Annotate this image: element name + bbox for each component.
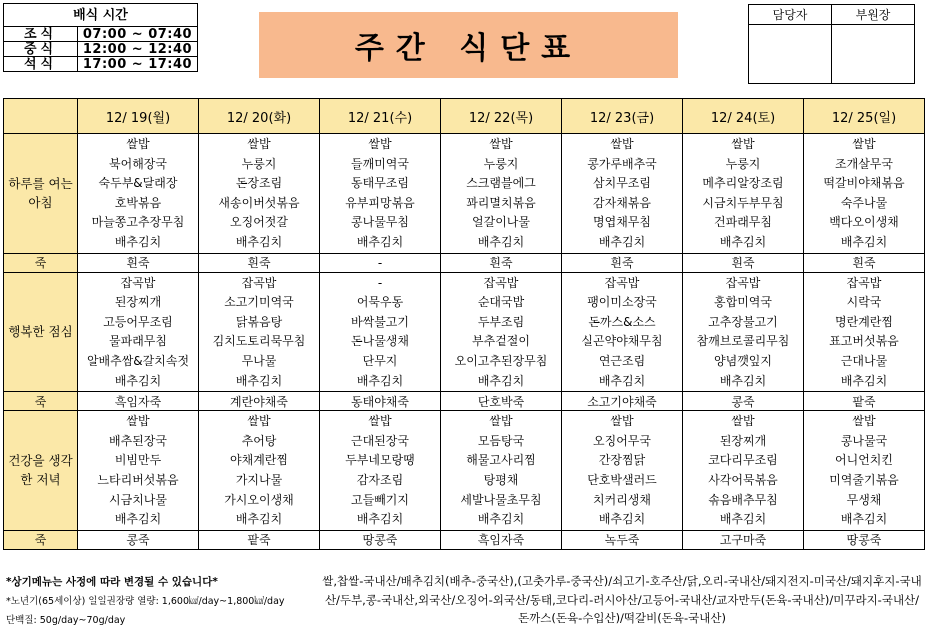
meal-cell: [320, 411, 441, 531]
menu-item: 배추김치: [598, 512, 646, 527]
menu-item: 연근조림: [598, 353, 646, 368]
menu-item: 어니언치킨: [835, 453, 893, 468]
menu-item: 명란계란찜: [835, 314, 893, 329]
menu-item: 모듬탕국: [477, 433, 525, 448]
approval-director-label: 부원장: [832, 5, 915, 25]
menu-item: 시금치나물: [109, 492, 167, 507]
menu-item: 잡곡밥: [483, 275, 519, 290]
menu-item: 오징어무국: [593, 433, 651, 448]
menu-item: 호박볶음: [114, 195, 162, 210]
approval-manager-label: 담당자: [749, 5, 832, 25]
menu-item: 배추김치: [840, 512, 888, 527]
day-header: 12/ 25(일): [804, 99, 925, 134]
menu-item: 무생채: [846, 492, 882, 507]
meal-cell: [804, 134, 925, 254]
meal-cell: [804, 411, 925, 531]
meal-cell: [683, 411, 804, 531]
meal-cell: [320, 272, 441, 392]
meal-cell: [78, 134, 199, 254]
menu-item: 무나물: [241, 353, 277, 368]
menu-item: 쌀밥: [126, 414, 150, 429]
menu-item: 홍합미역국: [714, 295, 772, 310]
meal-cell: [683, 272, 804, 392]
menu-item: 느타리버섯볶음: [97, 472, 179, 487]
menu-item: 백다오이생채: [829, 215, 899, 230]
menu-item: 스크램블에그: [466, 176, 536, 191]
menu-item: 야채계란찜: [230, 453, 288, 468]
menu-item: 쌀밥: [731, 414, 755, 429]
menu-item: 배추김치: [477, 512, 525, 527]
menu-item: 고추장불고기: [708, 314, 778, 329]
menu-item: 얼갈이나물: [472, 215, 530, 230]
menu-item: 닭볶음탕: [235, 314, 283, 329]
juk-cell: 계란야채죽: [199, 392, 320, 411]
menu-item: 잡곡밥: [725, 275, 761, 290]
juk-cell: 콩죽: [78, 530, 199, 549]
menu-item: 누룽지: [725, 156, 761, 171]
meal-cell: [683, 134, 804, 254]
meal-cell: [78, 272, 199, 392]
menu-item: 된장찌개: [114, 295, 162, 310]
menu-item: 쌀밥: [368, 137, 392, 151]
menu-item: 물파래무침: [109, 334, 167, 349]
menu-item: 소고기미역국: [224, 295, 294, 310]
meal-cell: [441, 134, 562, 254]
menu-item: 간장찜닭: [598, 453, 646, 468]
juk-cell: 흑임자죽: [441, 530, 562, 549]
menu-item: 고들빼기지: [351, 492, 409, 507]
menu-item: 순대국밥: [477, 295, 525, 310]
dinner-label: 석식: [4, 57, 78, 72]
menu-item: 실곤약야채무침: [581, 334, 663, 349]
approval-director-sign: [832, 25, 915, 84]
menu-item: 시락국: [846, 295, 882, 310]
juk-cell: 단호박죽: [441, 392, 562, 411]
menu-item: -: [377, 275, 383, 290]
meal-label: 건강을 생각한 저녁: [4, 411, 78, 531]
juk-cell: 고구마죽: [683, 530, 804, 549]
menu-item: 쌀밥: [247, 137, 271, 151]
menu-item: 누룽지: [241, 156, 277, 171]
menu-item: 배추김치: [477, 373, 525, 388]
menu-item: 탕평채: [483, 472, 519, 487]
serving-times-header: 배식 시간: [4, 4, 198, 27]
juk-cell: -: [320, 253, 441, 272]
menu-item: 쌀밥: [126, 137, 150, 151]
menu-item: 들깨미역국: [351, 156, 409, 171]
meal-cell: [441, 272, 562, 392]
menu-item: 시금치두부무침: [702, 195, 784, 210]
menu-item: 잡곡밥: [846, 275, 882, 290]
energy-note: *노년기(65세이상) 일일권장량 열량: 1,600㎉/day~1,800㎉/day: [6, 596, 285, 607]
meal-cell: [199, 134, 320, 254]
menu-item: 참깨브로콜리무침: [696, 334, 790, 349]
menu-item: 건파래무침: [714, 215, 772, 230]
meal-cell: [562, 411, 683, 531]
menu-item: 배추김치: [598, 373, 646, 388]
change-notice: *상기메뉴는 사정에 따라 변경될 수 있습니다*: [6, 576, 218, 588]
menu-item: 쌀밥: [610, 414, 634, 429]
breakfast-time: 07:00 ~ 07:40: [78, 27, 198, 42]
menu-item: 단무지: [362, 353, 398, 368]
meal-label: 하루를 여는 아침: [4, 134, 78, 254]
menu-item: 비빔만두: [114, 453, 162, 468]
notes-block: [6, 573, 326, 630]
juk-cell: 흰죽: [804, 253, 925, 272]
juk-cell: 흰죽: [78, 253, 199, 272]
menu-item: 양념깻잎지: [714, 353, 772, 368]
menu-item: 북어해장국: [109, 156, 167, 171]
menu-item: 배추김치: [477, 234, 525, 249]
juk-cell: 땅콩죽: [320, 530, 441, 549]
menu-item: 부추겉절이: [472, 334, 530, 349]
menu-item: 쌀밥: [852, 137, 876, 151]
menu-item: 코다리무조림: [708, 453, 778, 468]
menu-item: 숙두부&달래장: [98, 176, 178, 191]
juk-cell: 흑임자죽: [78, 392, 199, 411]
menu-item: 두부네모랑땡: [345, 453, 415, 468]
menu-item: 가지나물: [235, 472, 283, 487]
menu-item: 배추김치: [840, 373, 888, 388]
menu-item: 바싹불고기: [351, 314, 409, 329]
menu-item: 돈나물생채: [351, 334, 409, 349]
menu-item: 유부피망볶음: [345, 195, 415, 210]
menu-item: 솎음배추무침: [708, 492, 778, 507]
menu-item: 해물고사리찜: [466, 453, 536, 468]
day-header: 12/ 22(목): [441, 99, 562, 134]
menu-item: 배추김치: [356, 234, 404, 249]
menu-item: 마늘쫑고추장무침: [91, 215, 185, 230]
menu-item: 떡갈비야채볶음: [823, 176, 905, 191]
menu-item: 두부조림: [477, 314, 525, 329]
menu-item: 근대된장국: [351, 433, 409, 448]
menu-item: 배추김치: [356, 373, 404, 388]
menu-item: 돈장조림: [235, 176, 283, 191]
menu-item: 삼치무조림: [593, 176, 651, 191]
menu-item: 팽이미소장국: [587, 295, 657, 310]
menu-item: 배추김치: [114, 373, 162, 388]
menu-item: 배추김치: [114, 234, 162, 249]
juk-cell: 콩죽: [683, 392, 804, 411]
lunch-time: 12:00 ~ 12:40: [78, 42, 198, 57]
menu-item: 배추김치: [235, 373, 283, 388]
menu-item: 고등어무조림: [103, 314, 173, 329]
meal-cell: [804, 272, 925, 392]
menu-item: 배추된장국: [109, 433, 167, 448]
juk-label: 죽: [4, 530, 78, 549]
juk-cell: 흰죽: [199, 253, 320, 272]
menu-item: 배추김치: [114, 512, 162, 527]
menu-item: 배추김치: [719, 234, 767, 249]
menu-item: 사각어묵볶음: [708, 472, 778, 487]
menu-item: 잡곡밥: [120, 275, 156, 290]
menu-item: 쌀밥: [368, 414, 392, 429]
menu-item: 쌀밥: [610, 137, 634, 151]
menu-item: 배추김치: [235, 512, 283, 527]
juk-cell: 소고기야채죽: [562, 392, 683, 411]
juk-cell: 팥죽: [199, 530, 320, 549]
menu-item: 동태무조림: [351, 176, 409, 191]
meal-cell: [562, 134, 683, 254]
protein-note: 단백질: 50g/day~70g/day: [6, 615, 126, 626]
meal-cell: [199, 411, 320, 531]
menu-item: 감자조림: [356, 472, 404, 487]
menu-item: 돈까스&소스: [588, 314, 656, 329]
juk-cell: 흰죽: [683, 253, 804, 272]
day-header: 12/ 19(월): [78, 99, 199, 134]
day-header: 12/ 21(수): [320, 99, 441, 134]
menu-item: 쌀밥: [247, 414, 271, 429]
breakfast-label: 조식: [4, 27, 78, 42]
menu-item: 쌀밥: [852, 414, 876, 429]
menu-item: 오이고추된장무침: [454, 353, 548, 368]
menu-item: 잡곡밥: [241, 275, 277, 290]
meal-cell: [78, 411, 199, 531]
menu-item: 누룽지: [483, 156, 519, 171]
menu-item: 메추리알장조림: [702, 176, 784, 191]
menu-item: 잡곡밥: [604, 275, 640, 290]
serving-times-table: [3, 3, 198, 72]
menu-item: 배추김치: [356, 512, 404, 527]
page-title: 주간 식단표: [259, 12, 678, 78]
meal-cell: [320, 134, 441, 254]
menu-item: 꽈리멸치볶음: [466, 195, 536, 210]
menu-item: 쌀밥: [489, 414, 513, 429]
day-header: 12/ 20(화): [199, 99, 320, 134]
menu-item: 감자채볶음: [593, 195, 651, 210]
approval-manager-sign: [749, 25, 832, 84]
menu-item: 쌀밥: [489, 137, 513, 151]
menu-item: 배추김치: [719, 373, 767, 388]
menu-item: 쌀밥: [731, 137, 755, 151]
menu-item: 단호박샐러드: [587, 472, 657, 487]
menu-item: 어묵우동: [356, 295, 404, 310]
meal-cell: [199, 272, 320, 392]
menu-item: 조개살무국: [835, 156, 893, 171]
menu-item: 알배추쌈&갈치속젓: [86, 353, 190, 368]
menu-item: 배추김치: [719, 512, 767, 527]
menu-item: 근대나물: [840, 353, 888, 368]
juk-cell: 동태야채죽: [320, 392, 441, 411]
juk-cell: 흰죽: [562, 253, 683, 272]
approval-box: [748, 4, 915, 84]
weekly-menu-table: [3, 98, 925, 550]
origin-info: 쌀,찹쌀-국내산/배추김치(배추-중국산),(고춧가루-중국산)/쇠고기-호주산/닭,오리-국내산/돼지전지-미국산/돼지후지-국내산/두부,콩-국내산,외국산/오징어-외국산/동태,코다리-러시아산/고등어-국내산/교자만두(돈육-국내산)/미꾸라지-국내산/돈까스(돈육-수입산)/떡갈비(돈육-국내산): [322, 574, 922, 625]
menu-item: 콩나물국: [840, 433, 888, 448]
juk-label: 죽: [4, 253, 78, 272]
menu-item: 배추김치: [598, 234, 646, 249]
day-header: 12/ 24(토): [683, 99, 804, 134]
lunch-label: 중식: [4, 42, 78, 57]
menu-item: 콩나물무침: [351, 215, 409, 230]
menu-item: 된장찌개: [719, 433, 767, 448]
meal-label: 행복한 점심: [4, 272, 78, 392]
menu-item: 추어탕: [241, 433, 277, 448]
juk-cell: 녹두죽: [562, 530, 683, 549]
menu-item: 치커리생채: [593, 492, 651, 507]
menu-item: 배추김치: [235, 234, 283, 249]
menu-item: 세발나물초무침: [460, 492, 542, 507]
meal-cell: [562, 272, 683, 392]
menu-item: 가시오이생채: [224, 492, 294, 507]
menu-item: 콩가루배추국: [587, 156, 657, 171]
menu-item: 오징어젓갈: [230, 215, 288, 230]
juk-label: 죽: [4, 392, 78, 411]
juk-cell: 흰죽: [441, 253, 562, 272]
day-header: 12/ 23(금): [562, 99, 683, 134]
dinner-time: 17:00 ~ 17:40: [78, 57, 198, 72]
menu-item: 명엽채무침: [593, 215, 651, 230]
menu-item: 새송이버섯볶음: [218, 195, 300, 210]
juk-cell: 팥죽: [804, 392, 925, 411]
menu-item: 배추김치: [840, 234, 888, 249]
table-corner: [4, 99, 78, 134]
menu-item: 표고버섯볶음: [829, 334, 899, 349]
juk-cell: 땅콩죽: [804, 530, 925, 549]
menu-item: 숙주나물: [840, 195, 888, 210]
menu-item: 김치도토리묵무침: [212, 334, 306, 349]
meal-cell: [441, 411, 562, 531]
menu-item: 미역줄기볶음: [829, 472, 899, 487]
